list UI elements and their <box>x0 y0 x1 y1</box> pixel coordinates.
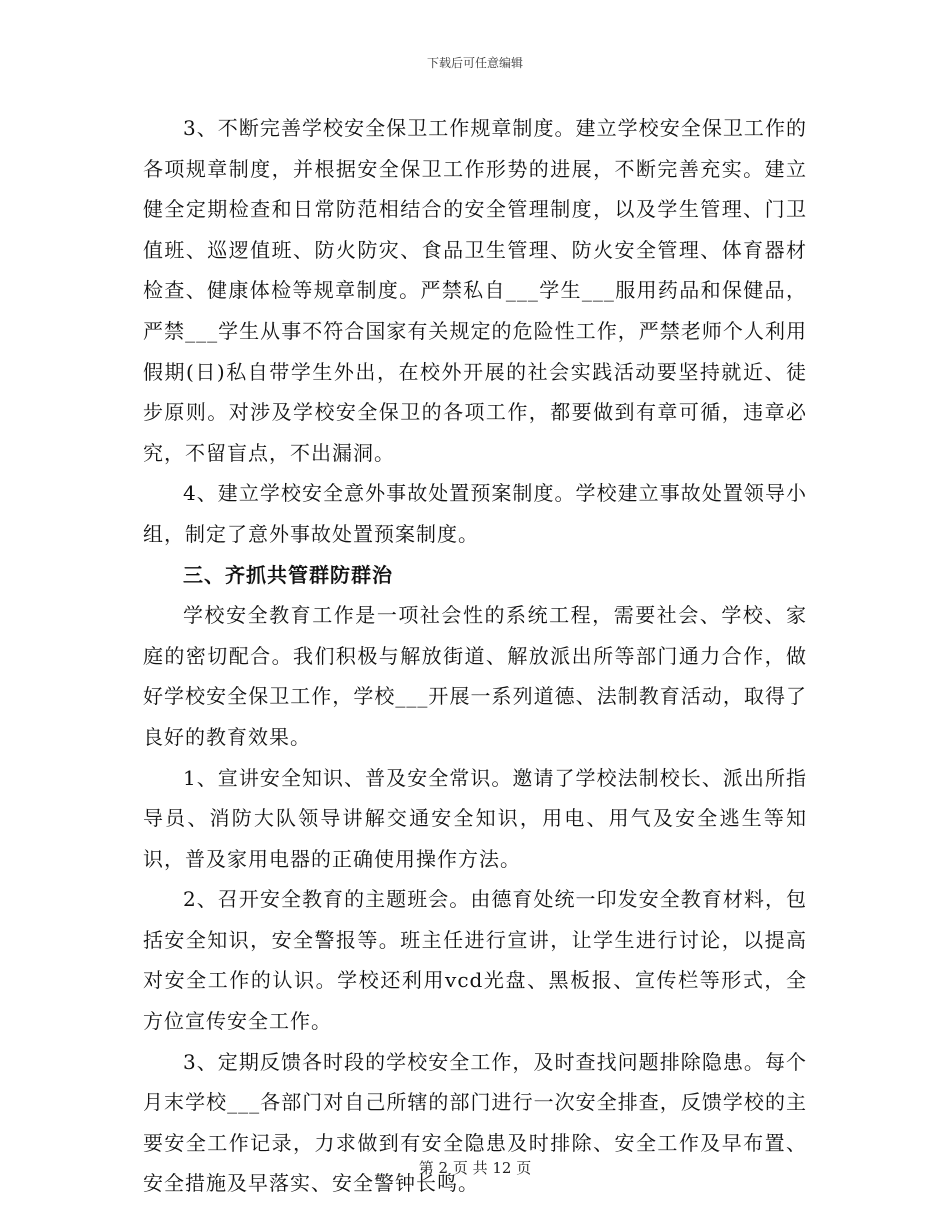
paragraph-accident-plan: 4、建立学校安全意外事故处置预案制度。学校建立事故处置领导小组，制定了意外事故处置预案制度。 <box>143 481 807 546</box>
document-body <box>143 108 807 1204</box>
section-heading: 三、齐抓共管群防群治 <box>183 562 393 587</box>
paragraph-rules-system: 3、不断完善学校安全保卫工作规章制度。建立学校安全保卫工作的各项规章制度，并根据安全保卫工作形势的进展，不断完善充实。建立健全定期检查和日常防范相结合的安全管理制度，以及学生管理、门卫值班、巡逻值班、防火防灾、食品卫生管理、防火安全管理、体育器材检查、健康体检等规章制度。严禁私自___学生___服用药品和保健品，严禁___学生从事不符合国家有关规定的危险性工作，严禁老师个人利用假期(日)私自带学生外出，在校外开展的社会实践活动要坚持就近、徒步原则。对涉及学校安全保卫的各项工作，都要做到有章可循，违章必究，不留盲点，不出漏洞。 <box>143 116 807 465</box>
paragraph-safety-knowledge: 1、宣讲安全知识、普及安全常识。邀请了学校法制校长、派出所指导员、消防大队领导讲解交通安全知识，用电、用气及安全逃生等知识，普及家用电器的正确使用操作方法。 <box>143 765 807 871</box>
paragraph-regular-feedback: 3、定期反馈各时段的学校安全工作，及时查找问题排除隐患。每个月末学校___各部门对自己所辖的部门进行一次安全排查，反馈学校的主要安全工作记录，力求做到有安全隐患及时排除、安全工作及早布置、安全措施及早落实、安全警钟长鸣。 <box>143 1049 807 1196</box>
paragraph-cooperation: 学校安全教育工作是一项社会性的系统工程，需要社会、学校、家庭的密切配合。我们积极与解放街道、解放派出所等部门通力合作，做好学校安全保卫工作，学校___开展一系列道德、法制教育活动，取得了良好的教育效果。 <box>143 603 807 749</box>
paragraph-class-meeting: 2、召开安全教育的主题班会。由德育处统一印发安全教育材料，包括安全知识，安全警报等。班主任进行宣讲，让学生进行讨论，以提高对安全工作的认识。学校还利用vcd光盘、黑板报、宣传栏等形式，全方位宣传安全工作。 <box>143 887 807 1034</box>
page-number: 第 2 页 共 12 页 <box>418 1159 532 1177</box>
page-header-note: 下载后可任意编辑 <box>426 56 523 70</box>
